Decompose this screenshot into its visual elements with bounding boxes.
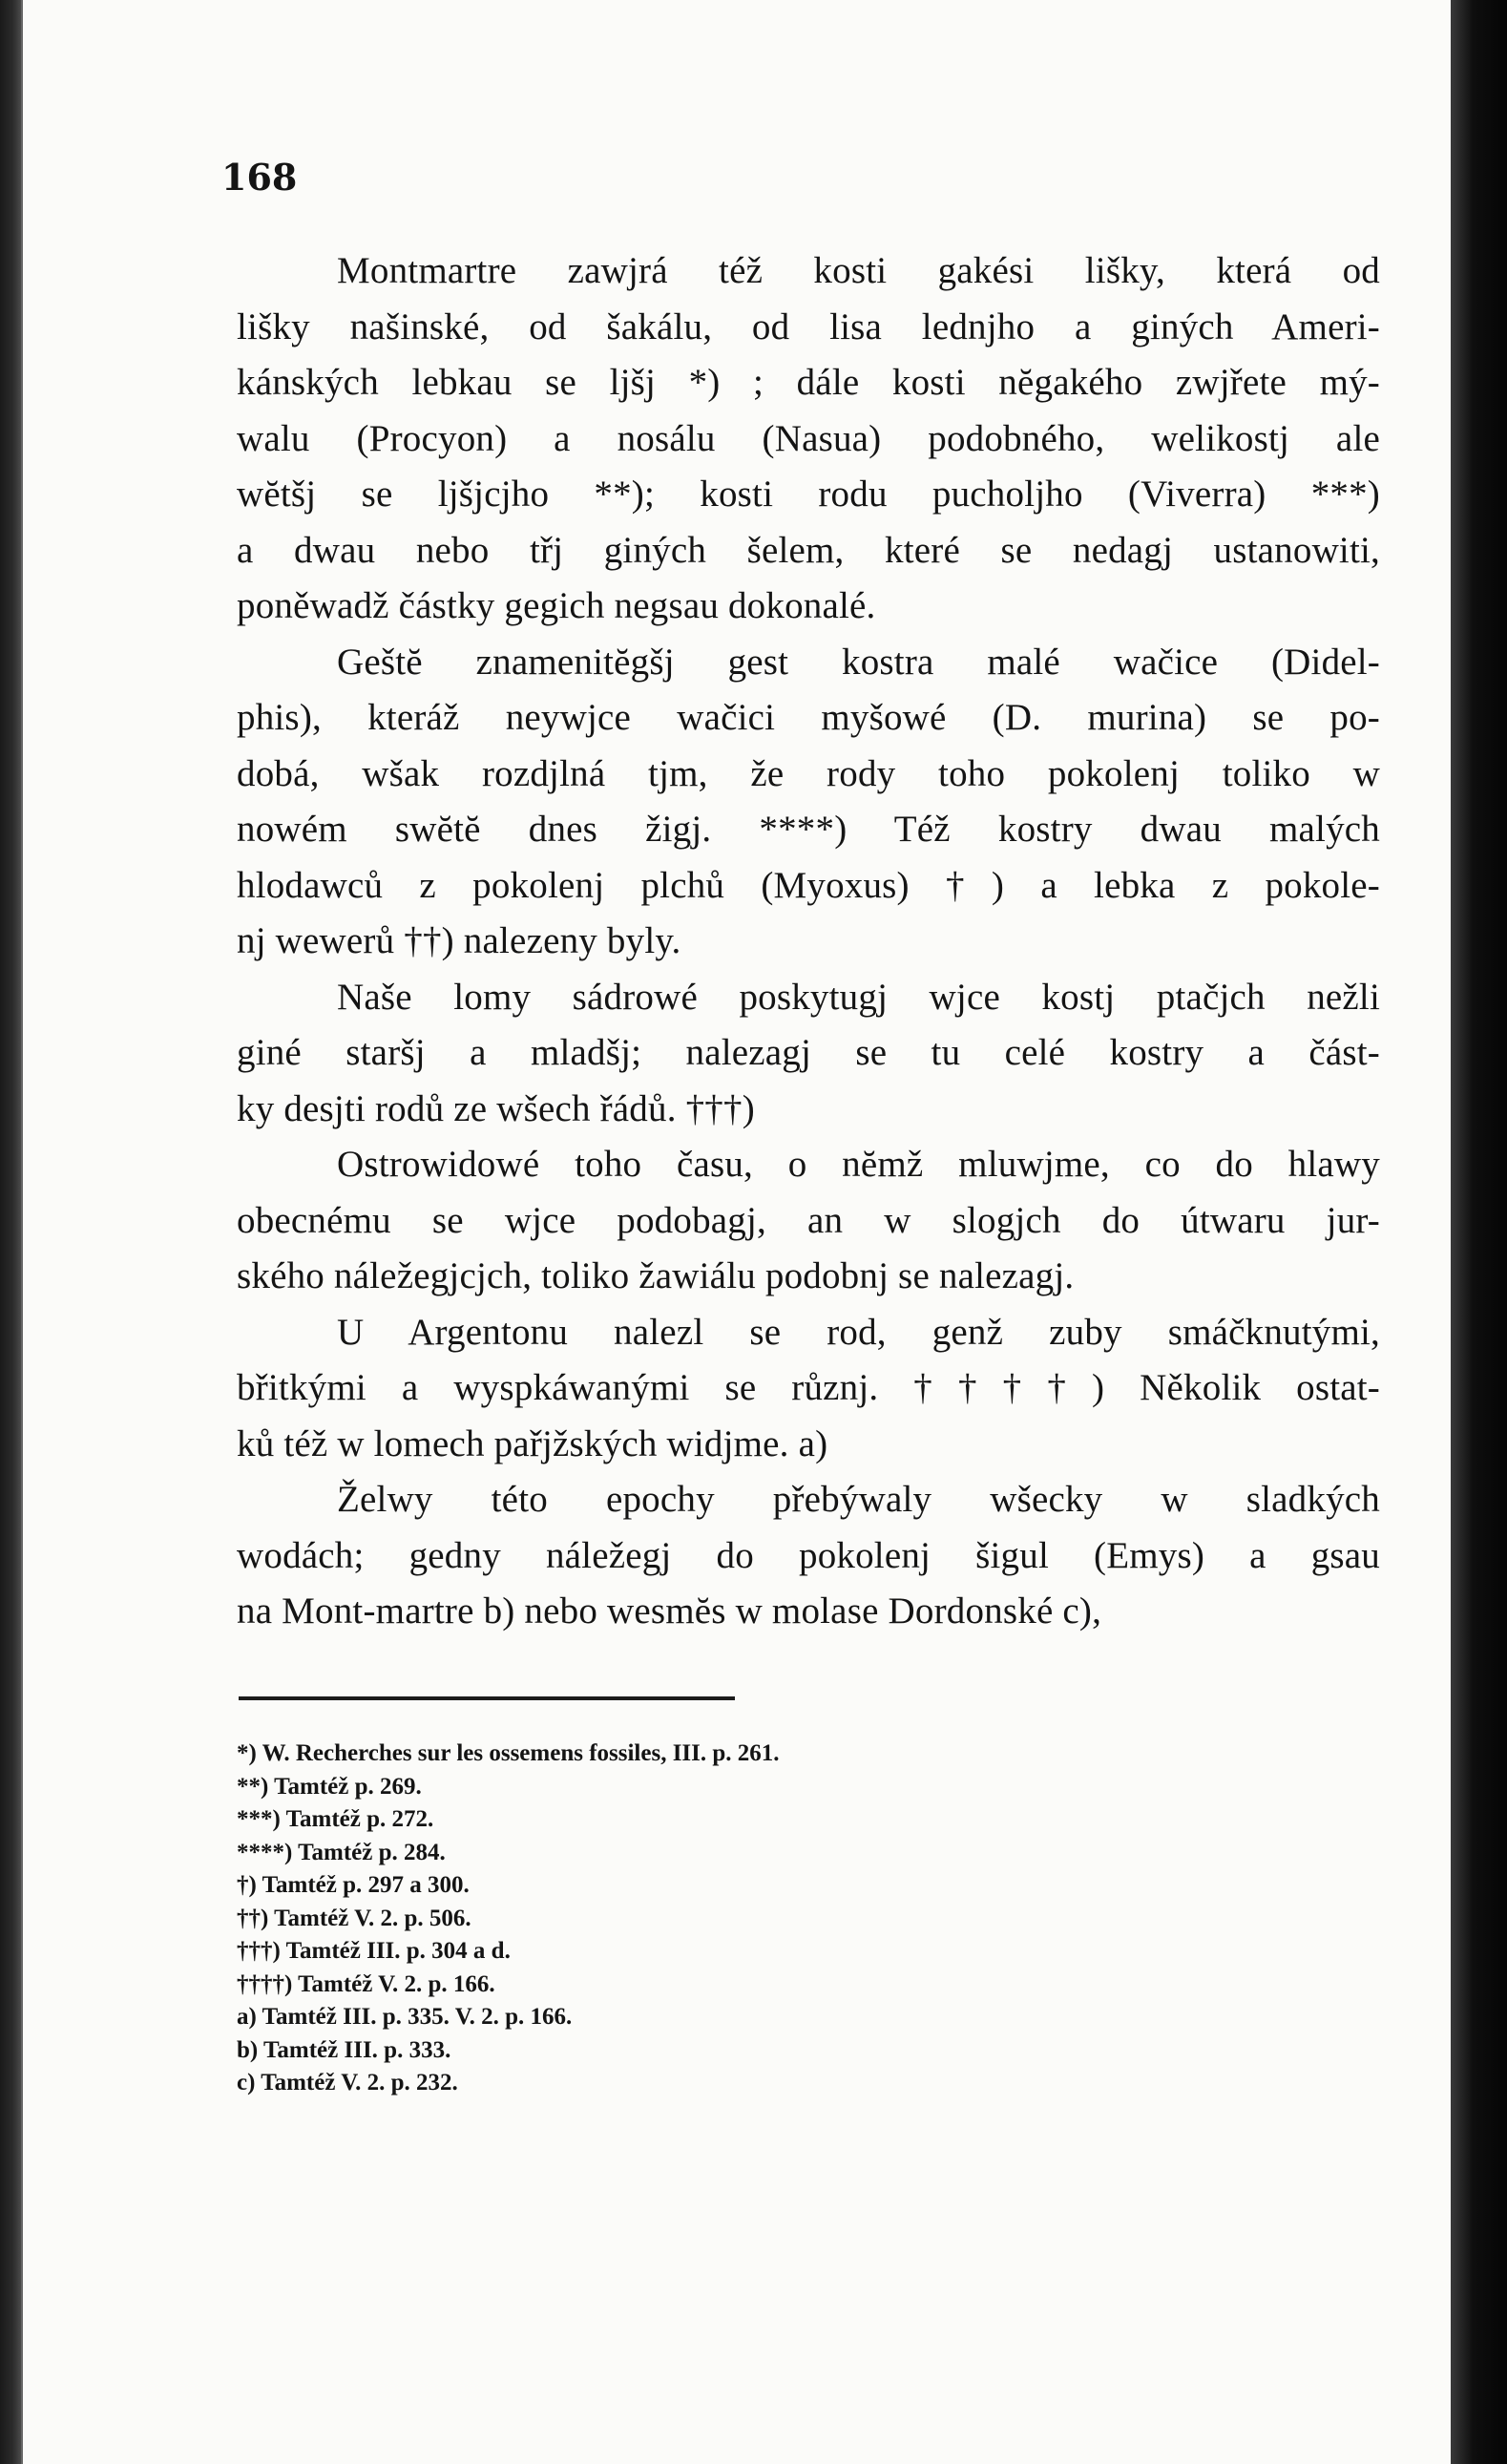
text-line: walu (Procyon) a nosálu (Nasua) podobného, welikostj ale: [237, 417, 1380, 459]
scan-left-edge: [0, 0, 21, 2464]
text-line: nj wewerů ††) nalezeny byly.: [237, 920, 681, 961]
footnote: †††) Tamtéž III. p. 304 a d.: [237, 1938, 511, 1964]
footnote: †) Tamtéž p. 297 a 300.: [237, 1872, 470, 1898]
text-line: břitkými a wyspkáwanými se různj. ††††) Několik ostat-: [237, 1367, 1380, 1408]
text-line: nowém swĕtĕ dnes žigj. ****) Též kostry dwau malých: [237, 809, 1380, 850]
text-line: kánských lebkau se ljšj *) ; dále kosti nĕgakého zwjřete mý-: [237, 362, 1380, 403]
paragraph: [237, 1137, 1380, 1305]
text-line: wodách; gedny náležegj do pokolenj šigul (Emys) a gsau: [237, 1534, 1380, 1576]
text-line: Želwy této epochy přebýwaly wšecky w sladkých: [337, 1479, 1380, 1520]
paragraph: [237, 970, 1380, 1138]
footnote: **) Tamtéž p. 269.: [237, 1773, 422, 1800]
text-line: Ostrowidowé toho času, o nĕmž mluwjme, co do hlawy: [337, 1144, 1380, 1185]
paragraph: [237, 635, 1380, 970]
text-line: U Argentonu nalezl se rod, genž zuby smáčknutými,: [337, 1311, 1380, 1353]
text-line: giné staršj a mladšj; nalezagj se tu celé kostry a část-: [237, 1032, 1380, 1073]
text-line: poněwadž částky gegich negsau dokonalé.: [237, 585, 876, 626]
footnote: a) Tamtéž III. p. 335. V. 2. p. 166.: [237, 2004, 573, 2030]
paragraph: [237, 1305, 1380, 1473]
footnote: *) W. Recherches sur les ossemens fossiles, III. p. 261.: [237, 1740, 780, 1766]
text-line: ského náležegjcjch, toliko žawiálu podobnj se nalezagj.: [237, 1255, 1075, 1296]
text-line: dobá, wšak rozdjlná tjm, že rody toho pokolenj toliko w: [237, 752, 1380, 794]
footnote: ††) Tamtéž V. 2. p. 506.: [237, 1905, 471, 1931]
text-line: Naše lomy sádrowé poskytugj wjce kostj ptačjch nežli: [337, 976, 1380, 1018]
page-number: 168: [221, 156, 298, 199]
text-line: lišky našinské, od šakálu, od lisa lednjho a giných Ameri-: [237, 305, 1380, 347]
paragraph: [237, 1472, 1380, 1640]
footnote: ††††) Tamtéž V. 2. p. 166.: [237, 1970, 495, 1997]
footnotes: [237, 1737, 780, 2100]
footnote: c) Tamtéž V. 2. p. 232.: [237, 2070, 458, 2095]
footnote: b) Tamtéž III. p. 333.: [237, 2036, 451, 2063]
body-text: [237, 243, 1380, 1640]
text-line: ků též w lomech pařjžských widjme. a): [237, 1422, 828, 1464]
footnote: ***) Tamtéž p. 272.: [237, 1806, 434, 1832]
text-line: wĕtšj se ljšjcjho **); kosti rodu pucholjho (Viverra) ***): [237, 474, 1380, 515]
text-line: na Mont-martre b) nebo wesmĕs w molase Dordonské c),: [237, 1590, 1102, 1632]
text-line: Montmartre zawjrá též kosti gakési lišky, která od: [337, 250, 1380, 291]
text-line: Geštĕ znamenitĕgšj gest kostra malé wačice (Didel-: [337, 641, 1380, 683]
text-line: obecnému se wjce podobagj, an w slogjch do útwaru jur-: [237, 1199, 1380, 1241]
footnote: ****) Tamtéž p. 284.: [237, 1839, 446, 1865]
text-line: phis), kteráž neywjce wačici myšowé (D. murina) se po-: [237, 697, 1380, 738]
text-line: ky desjti rodů ze wšech řádů. †††): [237, 1087, 755, 1129]
text-line: hlodawců z pokolenj plchů (Myoxus) †) a lebka z pokole-: [237, 864, 1380, 906]
paragraph: [237, 243, 1380, 635]
text-line: a dwau nebo třj giných šelem, které se nedagj ustanowiti,: [237, 529, 1380, 571]
scan-right-edge: [1451, 0, 1507, 2464]
footnote-separator: [239, 1696, 735, 1700]
